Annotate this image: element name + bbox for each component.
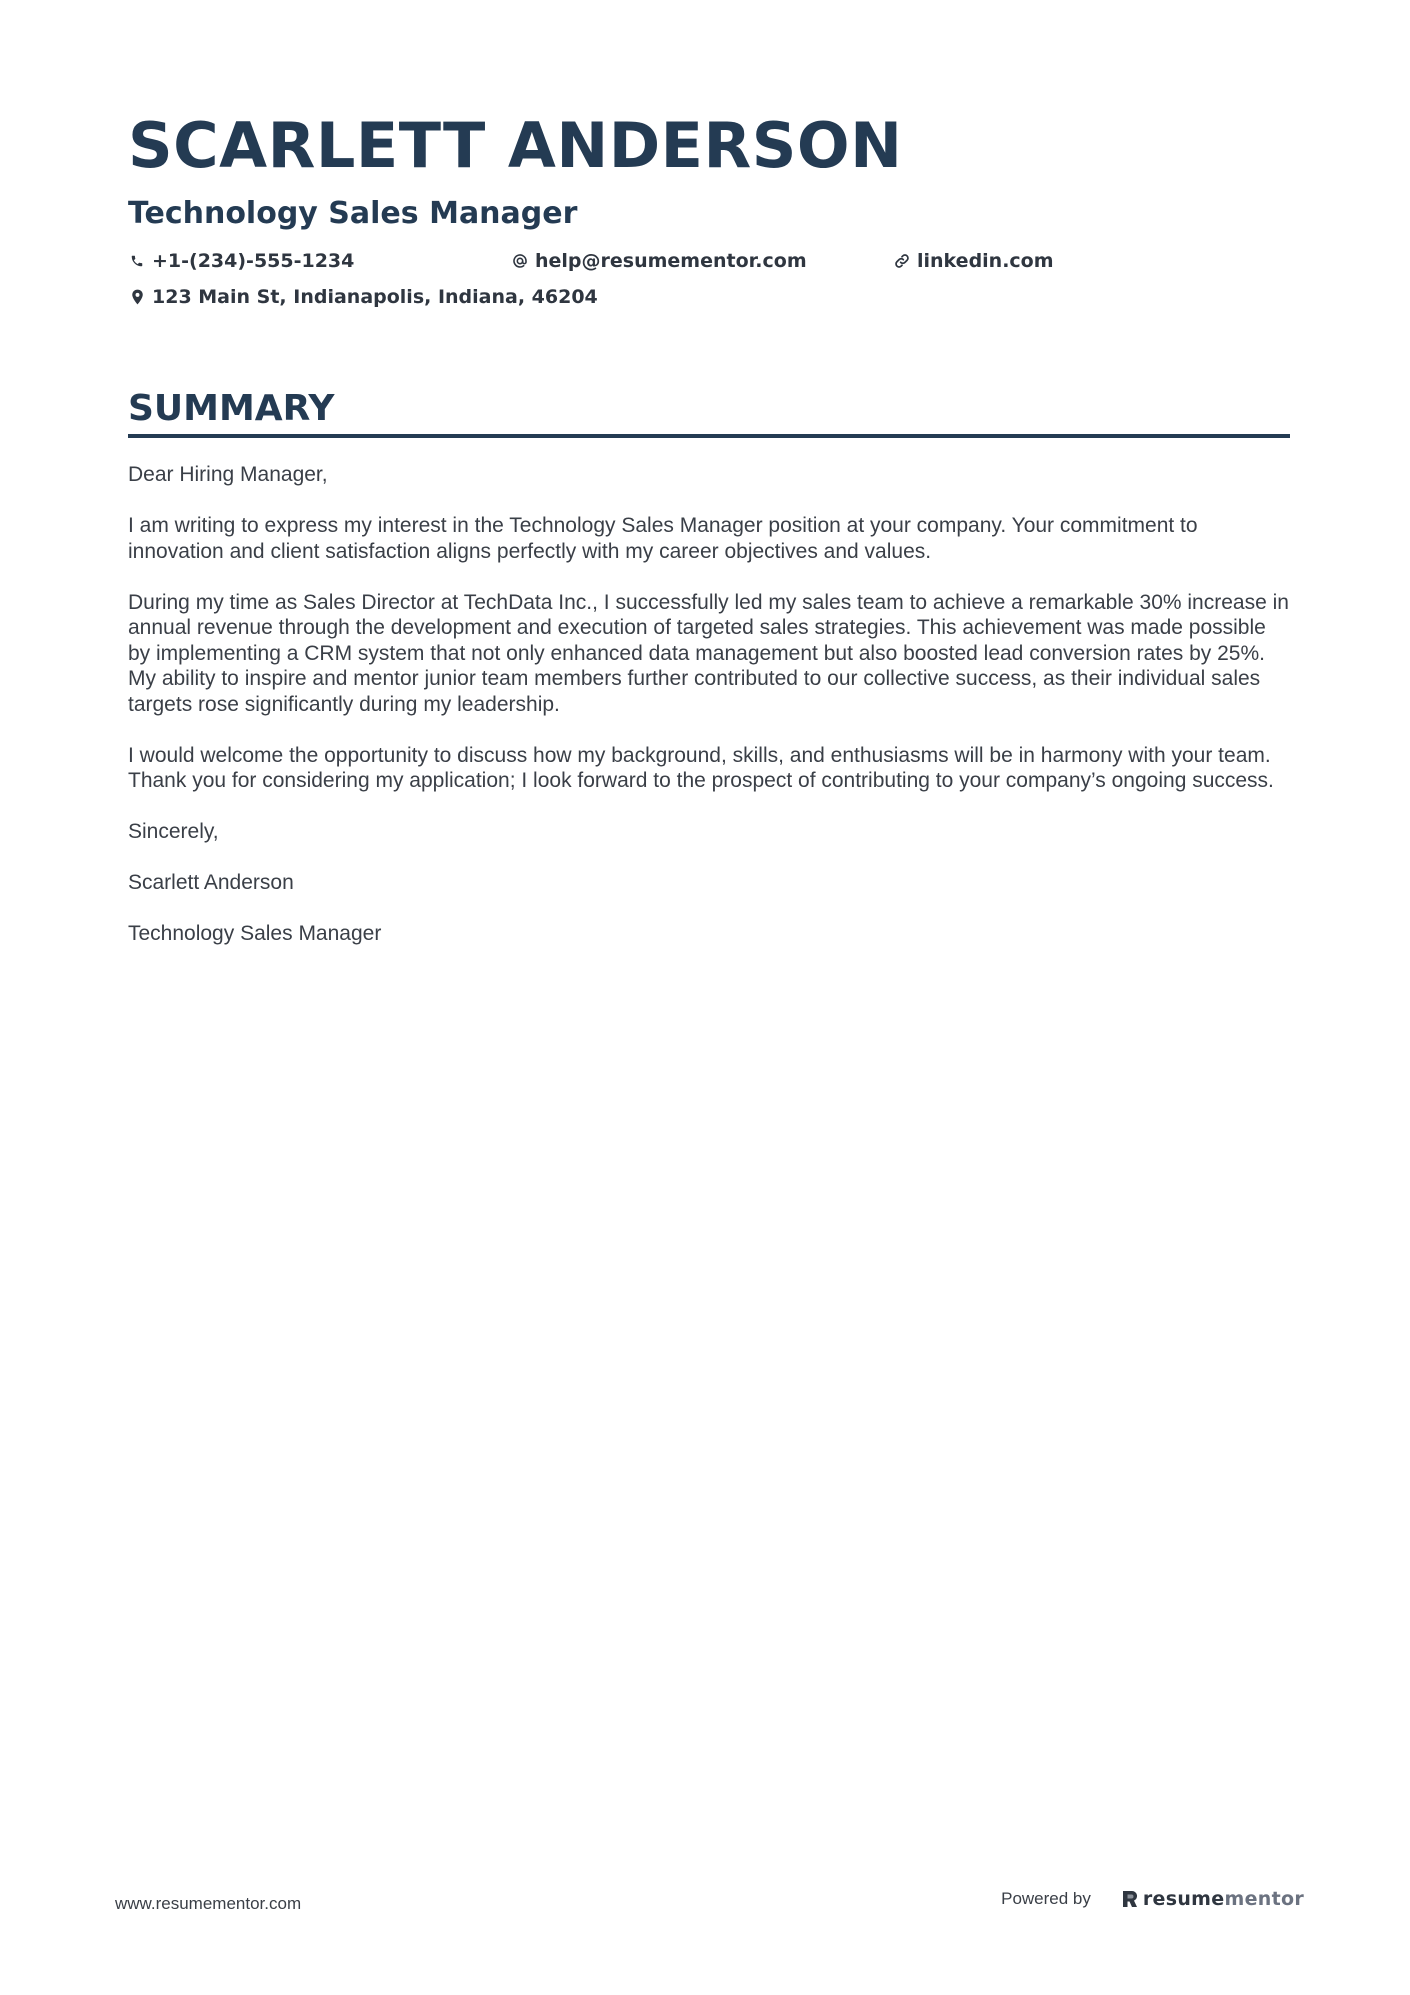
phone-text: +1-(234)-555-1234 — [152, 250, 355, 272]
brand-wordmark — [1143, 1888, 1304, 1910]
at-icon — [511, 252, 529, 270]
summary-section — [128, 386, 1290, 972]
section-divider — [128, 434, 1290, 438]
powered-by-text: Powered by — [1001, 1889, 1091, 1908]
brand-mark-icon — [1121, 1889, 1139, 1909]
header — [128, 108, 1288, 318]
brand-word-mentor: mentor — [1224, 1888, 1304, 1910]
contact-phone — [128, 248, 354, 274]
address-text: 123 Main St, Indianapolis, Indiana, 46204 — [152, 286, 598, 308]
phone-icon — [128, 252, 146, 270]
letter-paragraph: I would welcome the opportunity to discuss how my background, skills, and enthusiasms will be in harmony with your team. Thank you for considering my application; I look forward to the prospect of contributing to your company’s ongoing success. — [128, 743, 1274, 792]
candidate-name: SCARLETT ANDERSON — [128, 109, 903, 182]
link-text[interactable]: linkedin.com — [917, 250, 1054, 272]
letter-closing: Sincerely, — [128, 820, 219, 843]
footer-branding — [1001, 1888, 1304, 1910]
link-icon — [893, 252, 911, 270]
footer-website[interactable]: www.resumementor.com — [115, 1894, 302, 1913]
signature-name: Scarlett Anderson — [128, 871, 294, 894]
letter-body — [128, 462, 1290, 947]
section-title: SUMMARY — [128, 388, 335, 429]
brand-logo[interactable] — [1121, 1888, 1304, 1910]
signature-title: Technology Sales Manager — [128, 922, 382, 945]
brand-word-resume: resume — [1142, 1888, 1225, 1910]
contact-email[interactable] — [511, 248, 807, 274]
contact-address — [128, 284, 598, 310]
contact-info — [128, 248, 1288, 318]
letter-greeting: Dear Hiring Manager, — [128, 463, 328, 486]
email-text[interactable]: help@resumementor.com — [535, 250, 807, 272]
map-pin-icon — [128, 288, 146, 306]
letter-paragraph: During my time as Sales Director at TechData Inc., I successfully led my sales team to achieve a remarkable 30% increase in annual revenue through the development and execution of targeted sales strategies. This achievement was made possible by implementing a CRM system that not only enhanced data management but also boosted lead conversion rates by 25%. My ability to inspire and mentor junior team members further contributed to our collective success, as their individual sales targets rose significantly during my leadership. — [128, 590, 1289, 716]
job-title: Technology Sales Manager — [128, 196, 578, 231]
contact-link[interactable] — [893, 248, 1054, 274]
letter-paragraph: I am writing to express my interest in the Technology Sales Manager position at your company. Your commitment to innovation and client satisfaction aligns perfectly with my career objectives and values. — [128, 514, 1198, 563]
